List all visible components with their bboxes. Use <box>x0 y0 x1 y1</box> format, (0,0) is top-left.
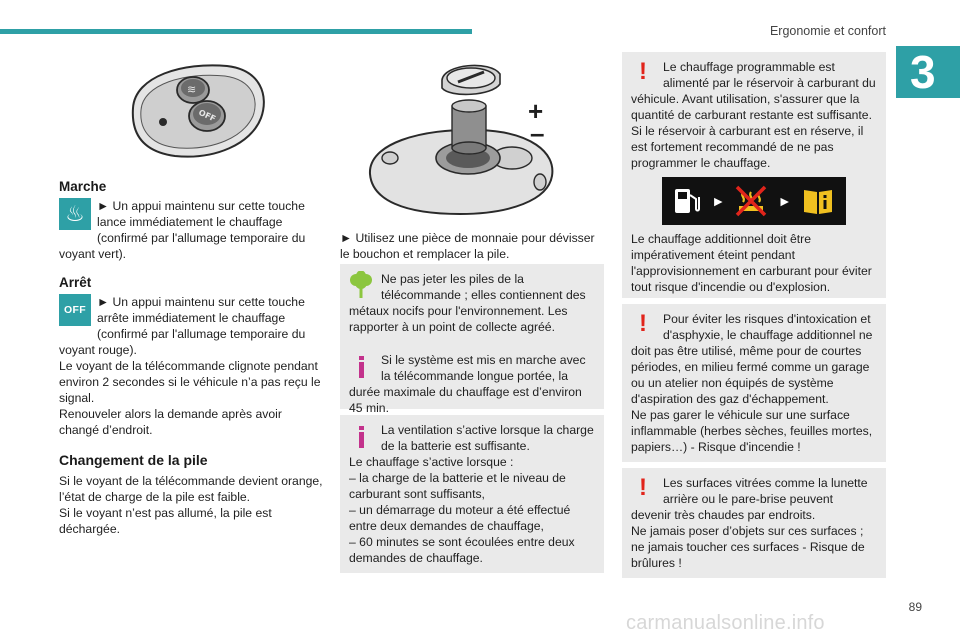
marche-heading: Marche <box>59 179 107 194</box>
warning-hot-surfaces-text-2: Ne jamais poser d’objets sur ces surfaces ; ne jamais toucher ces surfaces - Risque de brûlures ! <box>631 524 865 570</box>
warning-intoxication-text-2: Ne pas garer le véhicule sur une surface inflammable (herbes sèches, feuilles mortes, papiers…) - Risque d'incendie ! <box>631 408 873 454</box>
battery-text-2: Si le voyant n’est pas allumé, la pile est déchargée. <box>59 506 272 536</box>
warning-icon: ! <box>639 474 647 501</box>
info-note-ventilation <box>340 415 604 573</box>
remote-control-illustration <box>123 56 273 164</box>
off-icon: OFF <box>59 294 91 326</box>
battery-heading: Changement de la pile <box>59 452 208 468</box>
arrow-icon: ► <box>777 193 792 209</box>
battery-text-1: Si le voyant de la télécommande devient orange, l’état de charge de la pile est faible. <box>59 474 323 504</box>
warning-intoxication-text: Pour éviter les risques d'intoxication et d'asphyxie, le chauffage additionnel ne doit pas être utilisé, même pour de courtes périodes, en milieu fermé comme un garage ou un atelier non équipés de système d'aspiration des gaz d'échappement. <box>631 312 873 406</box>
section-title: Ergonomie et confort <box>769 24 886 38</box>
minus-label: – <box>530 118 545 148</box>
ventilation-line-2: Le chauffage s’active lorsque : <box>349 455 514 469</box>
warning-icon: ! <box>639 310 647 337</box>
info-icon <box>349 422 373 454</box>
eco-note-text: Ne pas jeter les piles de la télécommande ; elles contiennent des métaux nocifs pour l'environnement. Les rapporter à un point de collecte agréé. <box>349 272 586 334</box>
warning-hot-surfaces <box>622 468 886 578</box>
info-note-duration <box>340 345 604 415</box>
fuel-pump-icon <box>672 185 702 217</box>
info-note-duration-text: Si le système est mis en marche avec la télécommande longue portée, la durée maximale du chauffage est d’environ 45 min. <box>349 353 586 415</box>
eco-note <box>340 264 604 345</box>
battery-instruction: ► Utilisez une pièce de monnaie pour dévisser le bouchon et remplacer la pile. <box>340 231 595 261</box>
ventilation-line-4: – un démarrage du moteur a été effectué entre deux demandes de chauffage, <box>349 503 571 533</box>
ventilation-line-1: La ventilation s’active lorsque la charge de la batterie est suffisante. <box>381 423 594 453</box>
arret-text-2: Le voyant de la télécommande clignote pendant environ 2 secondes si le véhicule n’a pas reçu le signal. <box>59 359 321 405</box>
warning-fuel-text-2: Le chauffage additionnel doit être impérativement éteint pendant l'approvisionnement en carburant pour éviter tout risque d'incendie ou d'explosion. <box>631 232 872 294</box>
defrost-icon: ♨ <box>59 198 91 230</box>
plus-label: + <box>528 96 544 126</box>
header-rule <box>0 29 472 34</box>
ventilation-line-3: – la charge de la batterie et le niveau de carburant sont suffisants, <box>349 471 566 501</box>
svg-text:OFF: OFF <box>197 107 218 124</box>
no-heater-icon <box>734 184 768 218</box>
arret-text-3: Renouveler alors la demande après avoir changé d’endroit. <box>59 407 282 437</box>
warning-fuel-text: Le chauffage programmable est alimenté par le réservoir à carburant du véhicule. Avant utilisation, s'assurer que la quantité de carburant restante est suffisante. Si le réservoir à carburant est en réserve, il est fortement recommandé de ne pas programmer le chauffage. <box>631 60 876 170</box>
warning-intoxication <box>622 304 886 462</box>
manual-book-icon <box>801 185 835 217</box>
arrow-icon: ► <box>711 193 726 209</box>
battery-block <box>59 473 323 537</box>
arret-text: ► Un appui maintenu sur cette touche arrête immédiatement le chauffage (confirmé par l'allumage temporaire du voyant rouge). <box>59 295 306 357</box>
ventilation-line-5: – 60 minutes se sont écoulées entre deux demandes de chauffage. <box>349 535 575 565</box>
eco-leaf-icon <box>349 271 373 303</box>
chapter-number: 3 <box>896 46 960 98</box>
warning-fuel <box>622 52 886 298</box>
watermark: carmanualsonline.info <box>626 612 825 634</box>
marche-text: ► Un appui maintenu sur cette touche lance immédiatement le chauffage (confirmé par l'allumage temporaire du voyant vert). <box>59 199 306 261</box>
warning-hot-surfaces-text: Les surfaces vitrées comme la lunette arrière ou le pare-brise peuvent devenir très chaudes par endroits. <box>631 476 868 522</box>
arret-block <box>59 294 323 438</box>
warning-icon: ! <box>639 58 647 85</box>
marche-block <box>59 198 323 262</box>
fuel-warning-pictograms <box>662 177 846 225</box>
info-icon <box>349 352 373 384</box>
page-number: 89 <box>908 600 922 614</box>
svg-text:≋: ≋ <box>187 83 197 96</box>
arret-heading: Arrêt <box>59 275 92 290</box>
